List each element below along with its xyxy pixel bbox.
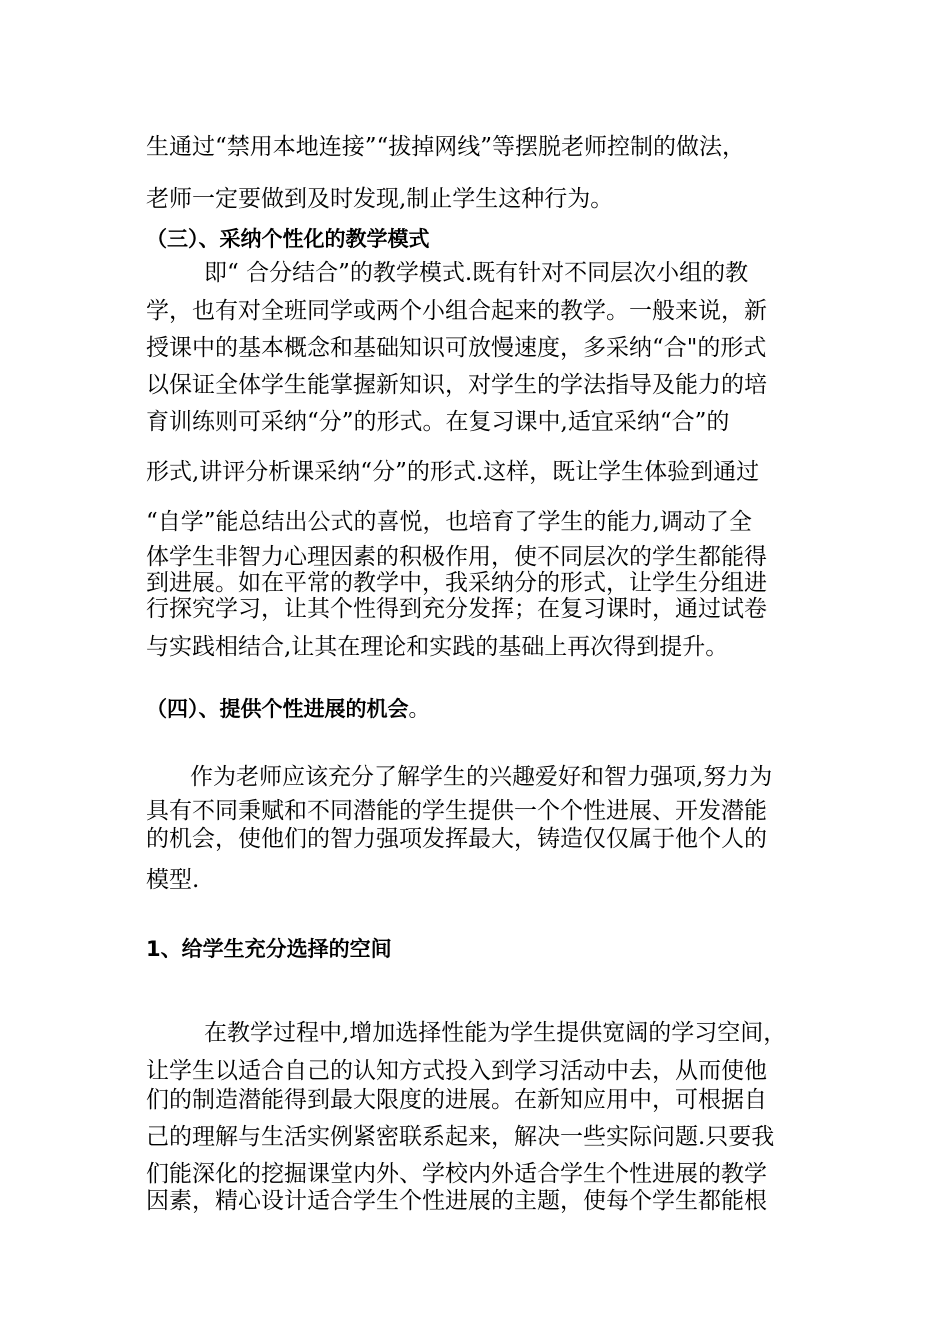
subsection-1-heading: 1、给学生充分选择的空间 <box>146 937 392 961</box>
section-4-heading-text: （四）、提供个性进展的机会 <box>146 697 409 721</box>
subsection-1-line-1: 在教学过程中,增加选择性能为学生提供宽阔的学习空间， <box>204 1020 787 1046</box>
section-3-line-4: 以保证全体学生能掌握新知识，对学生的学法指导及能力的培 <box>146 372 767 398</box>
section-3-line-10: 行探究学习，让其个性得到充分发挥；在复习课时，通过试卷 <box>146 596 767 622</box>
section-3-line-1: 即“ 合分结合”的教学模式.既有针对不同层次小组的教 <box>204 260 749 286</box>
section-3-line-3: 授课中的基本概念和基础知识可放慢速度，多采纳“合"的形式 <box>146 335 767 361</box>
section-3-line-9: 到进展。如在平常的教学中，我采纳分的形式，让学生分组进 <box>146 570 767 596</box>
section-4-heading <box>146 694 430 724</box>
subsection-1-line-4: 己的理解与生活实例紧密联系起来，解决一些实际问题.只要我 <box>146 1124 775 1150</box>
subsection-1-line-6: 因素，精心设计适合学生个性进展的主题，使每个学生都能根 <box>146 1188 767 1214</box>
subsection-1-line-5: 们能深化的挖掘课堂内外、学校内外适合学生个性进展的教学 <box>146 1161 767 1187</box>
subsection-1-line-2: 让学生以适合自己的认知方式投入到学习活动中去，从而使他 <box>146 1058 767 1084</box>
section-3-heading: （三）、采纳个性化的教学模式 <box>146 227 430 251</box>
section-3-line-6: 形式,讲评分析课采纳“分”的形式.这样，既让学生体验到通过 <box>146 459 760 485</box>
section-4-line-3: 的机会，使他们的智力强项发挥最大，铸造仅仅属于他个人的 <box>146 826 767 852</box>
section-3-line-7: “自学”能总结出公式的喜悦，也培育了学生的能力,调动了全 <box>146 509 752 535</box>
section-3-line-5: 育训练则可采纳“分”的形式。在复习课中,适宜采纳“合”的 <box>146 409 730 435</box>
paragraph-1-line-1: 生通过“禁用本地连接”“拔掉网线”等摆脱老师控制的做法， <box>146 134 746 160</box>
paragraph-1-line-2: 老师一定要做到及时发现,制止学生这种行为。 <box>146 186 614 212</box>
section-3-line-8: 体学生非智力心理因素的积极作用，使不同层次的学生都能得 <box>146 544 767 570</box>
section-4-line-4: 模型. <box>146 867 200 893</box>
section-3-line-2: 学，也有对全班同学或两个小组合起来的教学。一般来说，新 <box>146 298 767 324</box>
section-4-line-2: 具有不同秉赋和不同潜能的学生提供一个个性进展、开发潜能 <box>146 798 767 824</box>
section-4-heading-tail: 。 <box>408 697 430 721</box>
subsection-1-line-3: 们的制造潜能得到最大限度的进展。在新知应用中，可根据自 <box>146 1087 767 1113</box>
section-4-line-1: 作为老师应该充分了解学生的兴趣爱好和智力强项,努力为 <box>190 764 773 790</box>
section-3-line-11: 与实践相结合,让其在理论和实践的基础上再次得到提升。 <box>146 634 729 660</box>
